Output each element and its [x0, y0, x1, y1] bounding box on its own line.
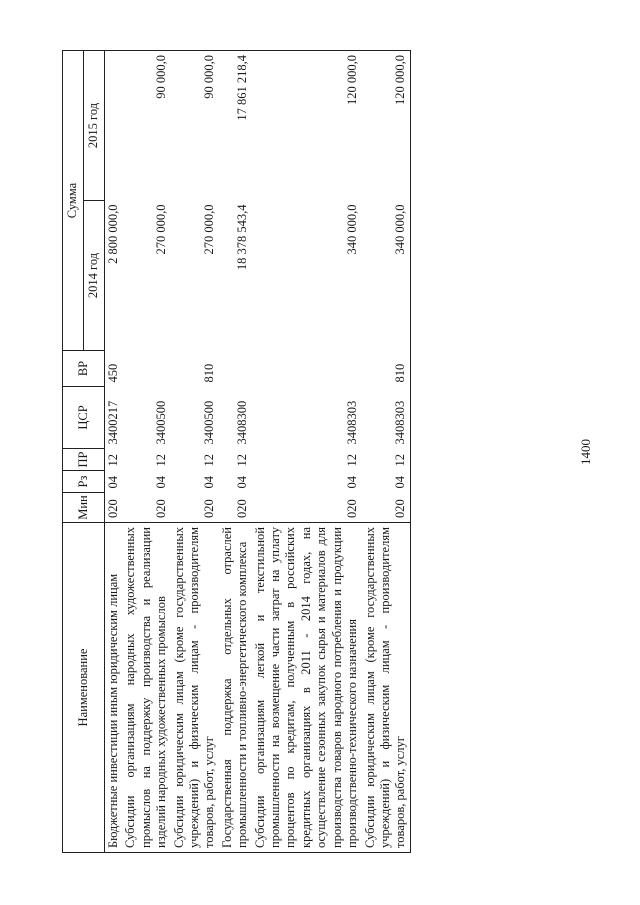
row-sum-2014: 270 000,0 [202, 204, 217, 255]
row-sum-2015: 90 000,0 [171, 51, 219, 201]
row-csr: 3408303 [345, 400, 360, 445]
row-sum-2015: 120 000,0 [362, 51, 411, 201]
row-sum-2014: 340 000,0 [345, 204, 360, 255]
row-rz: 04 [154, 476, 169, 489]
row-min: 020 [345, 499, 360, 518]
row-sum-2015: 17 861 218,4 [219, 51, 252, 201]
row-vr: 450 [106, 363, 120, 383]
row-vr [219, 351, 252, 387]
row-csr: 3400500 [154, 400, 169, 445]
row-name: Государственная поддержка отдельных отраслей промышленности и топливно-энергетического комплекса [219, 523, 252, 853]
row-csr: 3400217 [106, 400, 120, 445]
row-pr: 12 [345, 454, 360, 467]
row-min: 020 [106, 499, 120, 518]
table-row [219, 51, 252, 853]
row-vr [122, 351, 170, 387]
row-csr: 3408303 [362, 387, 411, 449]
col-header-rz: Рз [63, 471, 105, 493]
budget-table [62, 50, 411, 853]
row-sum-2014: 270 000,0 [154, 204, 169, 255]
col-header-min: Мин [63, 493, 105, 523]
row-csr: 3408300 [235, 400, 250, 445]
row-name: Субсидии организациям народных художественных промыслов на поддержку производства и реализации изделий народных художественных промыслов [122, 523, 170, 853]
row-pr: 12 [106, 454, 120, 467]
row-sum-2015 [105, 51, 123, 201]
row-min: 020 [202, 499, 217, 518]
row-rz: 04 [106, 476, 120, 489]
row-name: Субсидии организациям легкой и текстильной промышленности на возмещение части затрат на уплату процентов по кредитам, полученным в российских кредитных организациях в 2011 - 2014 годах, на осуществление сезонных закупок сырья и материалов для производства товаров народного потребления и продукции производственно-технического назначения [252, 523, 362, 853]
row-rz: 04 [235, 476, 250, 489]
row-min: 020 [235, 499, 250, 518]
table-row [122, 51, 170, 853]
row-sum-2014: 2 800 000,0 [106, 204, 120, 264]
row-sum-2014: 340 000,0 [362, 201, 411, 351]
row-min: 020 [154, 499, 169, 518]
row-pr: 12 [202, 454, 217, 467]
col-header-vr: ВР [63, 351, 105, 387]
row-sum-2015: 120 000,0 [252, 51, 362, 201]
header-row-top [63, 51, 84, 853]
row-pr: 12 [154, 454, 169, 467]
page-number: 1400 [578, 439, 593, 465]
row-rz: 04 [345, 476, 360, 489]
col-header-pr: ПР [63, 449, 105, 471]
row-name: Субсидии юридическим лицам (кроме государственных учреждений) и физическим лицам - производителям товаров, работ, услуг [171, 523, 219, 853]
row-name: Бюджетные инвестиции иным юридическим лицам [105, 523, 123, 853]
row-name: Субсидии юридическим лицам (кроме государственных учреждений) и физическим лицам - производителям товаров, работ, услуг [362, 523, 411, 853]
col-header-csr: ЦСР [63, 387, 105, 449]
col-header-2014: 2014 год [84, 201, 105, 351]
table-row [105, 51, 123, 853]
row-rz: 04 [202, 476, 217, 489]
row-sum-2015: 90 000,0 [122, 51, 170, 201]
row-pr: 12 [235, 454, 250, 467]
row-sum-2014: 18 378 543,4 [235, 204, 250, 271]
row-csr: 3400500 [202, 400, 217, 445]
row-vr [252, 351, 362, 387]
row-rz: 04 [362, 471, 411, 493]
table-row [362, 51, 411, 853]
row-pr: 12 [362, 449, 411, 471]
row-vr: 810 [362, 351, 411, 387]
col-header-name: Наименование [63, 523, 105, 853]
row-vr: 810 [202, 363, 217, 383]
row-min: 020 [362, 493, 411, 523]
table-row [252, 51, 362, 853]
table-row [171, 51, 219, 853]
col-header-sum: Сумма [63, 51, 84, 351]
col-header-2015: 2015 год [84, 51, 105, 201]
